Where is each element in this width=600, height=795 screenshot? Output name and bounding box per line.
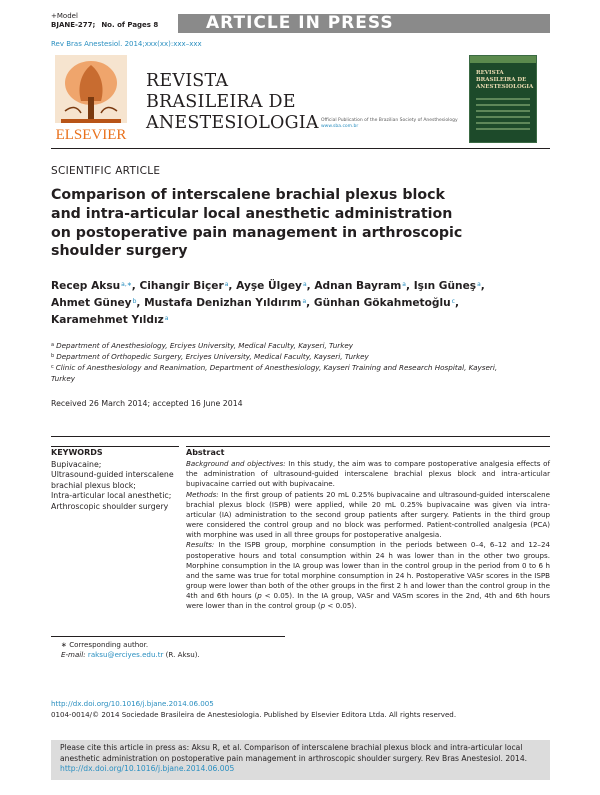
journal-name: REVISTA BRASILEIRA DE ANESTESIOLOGIA	[146, 71, 319, 133]
author-affiliation-marker[interactable]: b	[132, 298, 137, 305]
abstract-methods: Methods: In the first group of patients 20 mL 0.25% bupivacaine and ultrasound-guided interscalene brachial plexus block (ISPB) were applied, while 20 mL 0.25% bupivacaine was given via intra-articular (IA) administration to the second group patients after surgery. Patients in the third group were considered the control group and no block was performed. Patient-controlled analgesia (PCA) with morphine was used in all three groups for postoperative analgesia.	[186, 489, 550, 540]
keyword-item: Bupivacaine;	[51, 459, 102, 469]
author-separator: ,	[228, 280, 233, 292]
affiliation-item	[51, 340, 521, 351]
author-affiliation-marker[interactable]: a	[402, 281, 406, 288]
model-label: +Model	[51, 12, 78, 20]
footnote-rule	[51, 636, 285, 637]
author-affiliation-marker[interactable]: a	[477, 281, 481, 288]
divider	[51, 446, 179, 447]
abstract	[186, 448, 550, 612]
cover-title: REVISTA BRASILEIRA DE ANESTESIOLOGIA	[476, 70, 534, 90]
author-name: Karamehmet Yıldız	[51, 314, 164, 326]
author-separator: ,	[131, 280, 136, 292]
elsevier-logo	[51, 53, 131, 143]
affiliation-text: Clinic of Anesthesiology and Reanimation, Department of Anesthesiology, Kayseri Training and Research Hospital, Kayseri, Turkey	[51, 363, 498, 383]
divider	[186, 446, 550, 447]
doi-link[interactable]: http://dx.doi.org/10.1016/j.bjane.2014.06.005	[51, 699, 214, 708]
article-in-press-banner: ARTICLE IN PRESS	[178, 14, 550, 33]
journal-official-publication: Official Publication of the Brazilian Society of Anesthesiology www.sba.com.br	[321, 118, 471, 130]
abstract-results: Results: In the ISPB group, morphine consumption in the periods between 0–4, 6–12 and 12–24 postoperative hours and total consumption within 24 h was lower than in the other two groups. Morphine consumption in the IA group was lower than in the control group in the period from 0 to 6 h and the same was true for total morphine consumption in 24 h. Postoperative VASr scores in the ISPB group were lower than both of the other groups in the first 2 h and lower than the control group in the 4th and 6th hours (p < 0.05). In the IA group, VASr and VASm scores in the 2nd, 4th and 6th hours were lower than in the control group (p < 0.05).	[186, 540, 550, 611]
page-count: No. of Pages 8	[101, 21, 159, 29]
author-name: Işın Güneş	[413, 280, 477, 292]
keywords-heading: KEYWORDS	[51, 448, 103, 457]
affiliations	[51, 340, 521, 384]
author-separator: ,	[480, 280, 485, 292]
citation-doi-link[interactable]: http://dx.doi.org/10.1016/j.bjane.2014.06.005	[60, 764, 235, 773]
author-list	[51, 277, 521, 328]
author-name: Recep Aksu	[51, 280, 121, 292]
keyword-item: Arthroscopic shoulder surgery	[51, 501, 169, 511]
divider	[51, 436, 550, 437]
citation-box	[51, 740, 550, 780]
corresponding-label: ∗ Corresponding author.	[61, 640, 149, 649]
affiliation-marker: c	[51, 364, 54, 370]
article-title: Comparison of interscalene brachial plexus block and intra-articular local anesthetic administration on postoperative pain management in arthroscopic shoulder surgery	[51, 187, 463, 260]
affiliation-item	[51, 362, 521, 384]
author-affiliation-marker[interactable]: a	[164, 315, 169, 322]
ms-code: BJANE-277;	[51, 21, 96, 29]
affiliation-text: Department of Orthopedic Surgery, Erciyes University, Medical Faculty, Kayseri, Turkey	[56, 352, 369, 361]
affiliation-marker: a	[51, 342, 55, 348]
author-affiliation-marker[interactable]: a	[302, 298, 307, 305]
keyword-item: Intra-articular local anesthetic;	[51, 491, 172, 501]
keyword-item: Ultrasound-guided interscalene brachial plexus block;	[51, 470, 174, 490]
author-affiliation-marker[interactable]: a,∗	[121, 281, 132, 288]
keywords-box	[51, 448, 179, 513]
author-separator: ,	[136, 297, 141, 309]
author-name: Adnan Bayram	[314, 280, 402, 292]
copyright-notice: 0104-0014/© 2014 Sociedade Brasileira de Anestesiologia. Published by Elsevier Editora Ltda. All rights reserved.	[51, 710, 457, 719]
abstract-heading: Abstract	[186, 448, 225, 457]
manuscript-info	[51, 21, 164, 30]
author-separator: ,	[306, 280, 311, 292]
journal-url[interactable]: www.sba.com.br	[321, 124, 359, 129]
section-label: SCIENTIFIC ARTICLE	[51, 165, 161, 177]
author-separator: ,	[306, 297, 311, 309]
author-name: Ayşe Ülgey	[236, 280, 302, 292]
journal-cover-image	[469, 55, 537, 143]
author-separator: ,	[405, 280, 410, 292]
author-name: Mustafa Denizhan Yıldırım	[144, 297, 302, 309]
email-line: E-mail: raksu@erciyes.edu.tr (R. Aksu).	[61, 650, 200, 659]
elsevier-wordmark: ELSEVIER	[55, 127, 127, 143]
journal-citation[interactable]: Rev Bras Anestesiol. 2014;xxx(xx):xxx–xxx	[51, 40, 202, 48]
author-affiliation-marker[interactable]: c	[451, 298, 455, 305]
abstract-background: Background and objectives: In this study, the aim was to compare postoperative analgesia effects of the administration of ultrasound-guided interscalene brachial plexus block and intra-articular bupivacaine carried out with bupivacaine.	[186, 459, 551, 489]
journal-masthead	[51, 53, 550, 149]
affiliation-marker: b	[51, 353, 55, 359]
citation-text: Please cite this article in press as: Aksu R, et al. Comparison of interscalene brachial plexus block and intra-articular local anesthetic administration on postoperative pain management in arthroscopic shoulder surgery. Rev Bras Anestesiol. 2014.	[60, 743, 528, 763]
author-email-link[interactable]: raksu@erciyes.edu.tr	[87, 650, 164, 659]
author-affiliation-marker[interactable]: a	[224, 281, 229, 288]
author-name: Ahmet Güney	[51, 297, 132, 309]
author-separator: ,	[454, 297, 459, 309]
received-dates: Received 26 March 2014; accepted 16 June 2014	[51, 399, 243, 408]
corresponding-author-footnote	[51, 640, 200, 660]
affiliation-item	[51, 351, 521, 362]
author-name: Günhan Gökahmetoğlu	[313, 297, 451, 309]
affiliation-text: Department of Anesthesiology, Erciyes University, Medical Faculty, Kayseri, Turkey	[56, 341, 354, 350]
running-header	[51, 12, 164, 30]
author-affiliation-marker[interactable]: a	[302, 281, 307, 288]
author-name: Cihangir Biçer	[139, 280, 224, 292]
